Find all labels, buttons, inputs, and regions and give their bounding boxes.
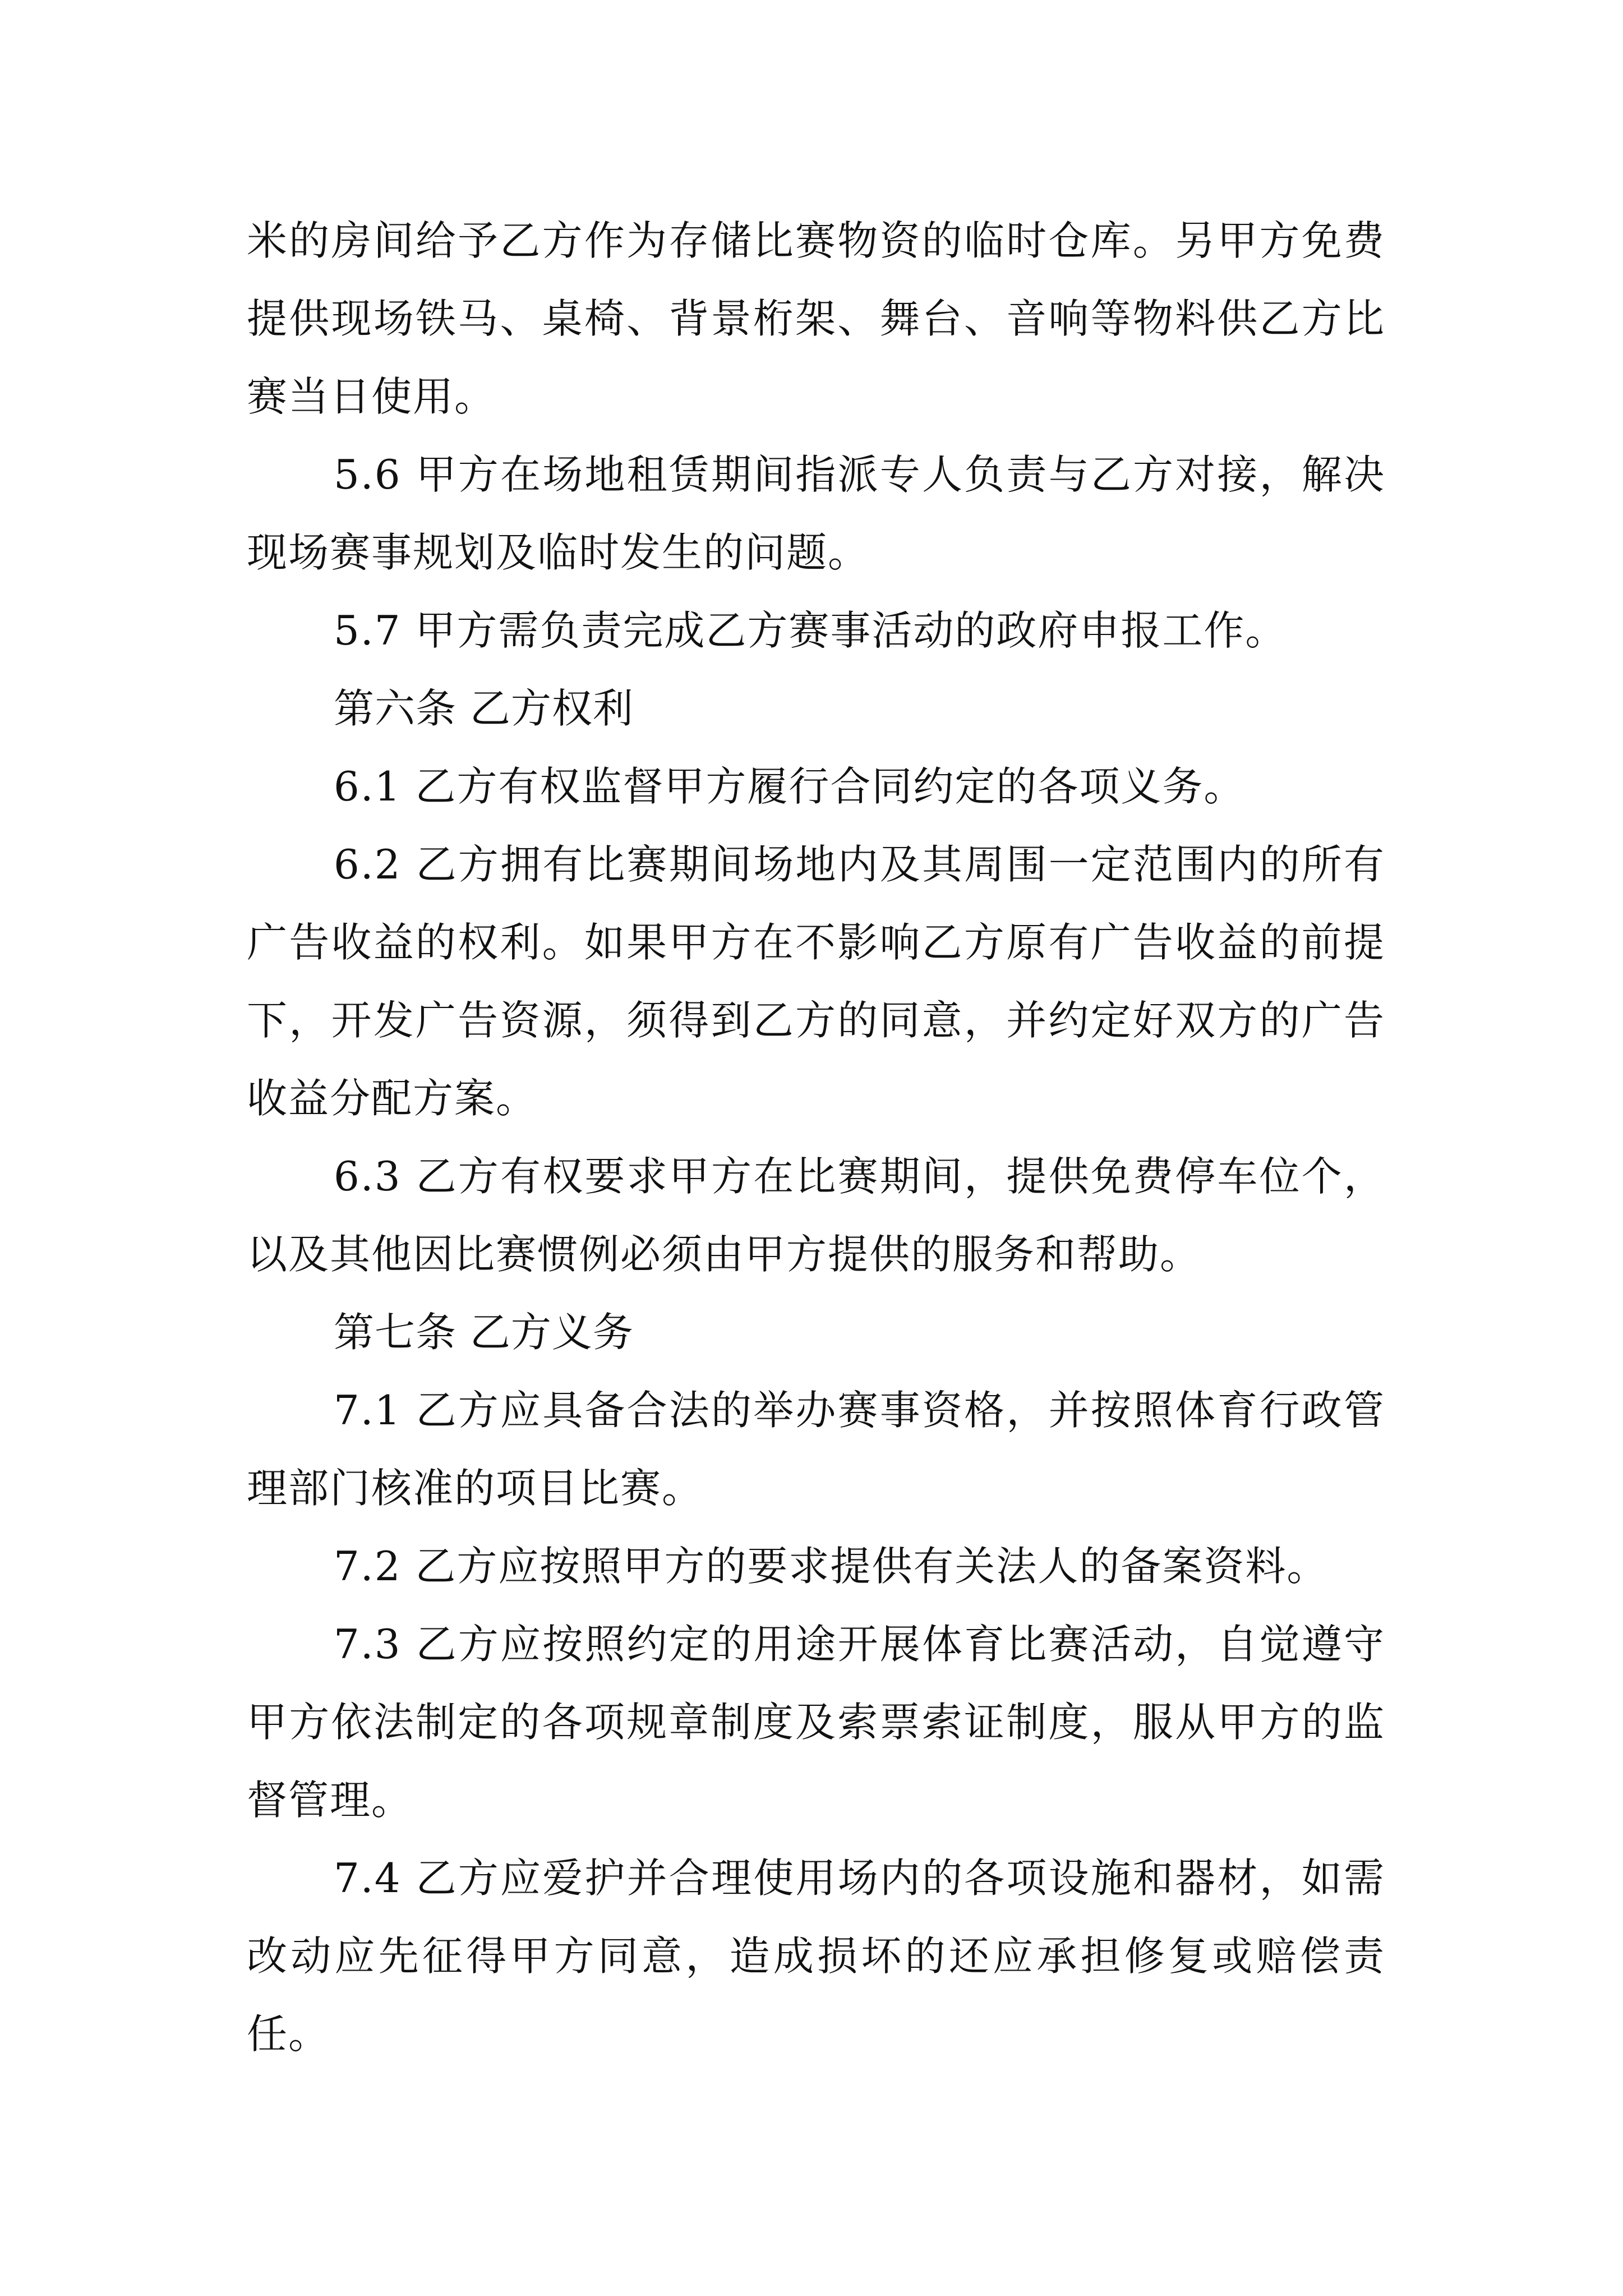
clause-6-2: 6.2 乙方拥有比赛期间场地内及其周围一定范围内的所有广告收益的权利。如果甲方在不影响乙方原有广告收益的前提下，开发广告资源，须得到乙方的同意，并约定好双方的广告收益分配方案。 <box>247 841 1385 1122</box>
document-page <box>247 202 1385 2073</box>
clause-7-4: 7.4 乙方应爱护并合理使用场内的各项设施和器材，如需改动应先征得甲方同意，造成损坏的还应承担修复或赔偿责任。 <box>247 1855 1385 2058</box>
clause-7-2: 7.2 乙方应按照甲方的要求提供有关法人的备案资料。 <box>334 1543 1329 1590</box>
clause-6-3: 6.3 乙方有权要求甲方在比赛期间，提供免费停车位个，以及其他因比赛惯例必须由甲方提供的服务和帮助。 <box>247 1153 1385 1278</box>
article-6-heading: 第六条 乙方权利 <box>334 685 634 732</box>
paragraph-continuation: 米的房间给予乙方作为存储比赛物资的临时仓库。另甲方免费提供现场铁马、桌椅、背景桁架、舞台、音响等物料供乙方比赛当日使用。 <box>247 217 1385 420</box>
clause-5-6: 5.6 甲方在场地租赁期间指派专人负责与乙方对接，解决现场赛事规划及临时发生的问题。 <box>247 451 1385 576</box>
clause-5-7: 5.7 甲方需负责完成乙方赛事活动的政府申报工作。 <box>334 607 1287 654</box>
clause-7-3: 7.3 乙方应按照约定的用途开展体育比赛活动，自觉遵守甲方依法制定的各项规章制度及索票索证制度，服从甲方的监督管理。 <box>247 1621 1385 1824</box>
clause-7-1: 7.1 乙方应具备合法的举办赛事资格，并按照体育行政管理部门核准的项目比赛。 <box>247 1387 1385 1512</box>
clause-6-1: 6.1 乙方有权监督甲方履行合同约定的各项义务。 <box>334 763 1246 810</box>
article-7-heading: 第七条 乙方义务 <box>334 1309 634 1356</box>
